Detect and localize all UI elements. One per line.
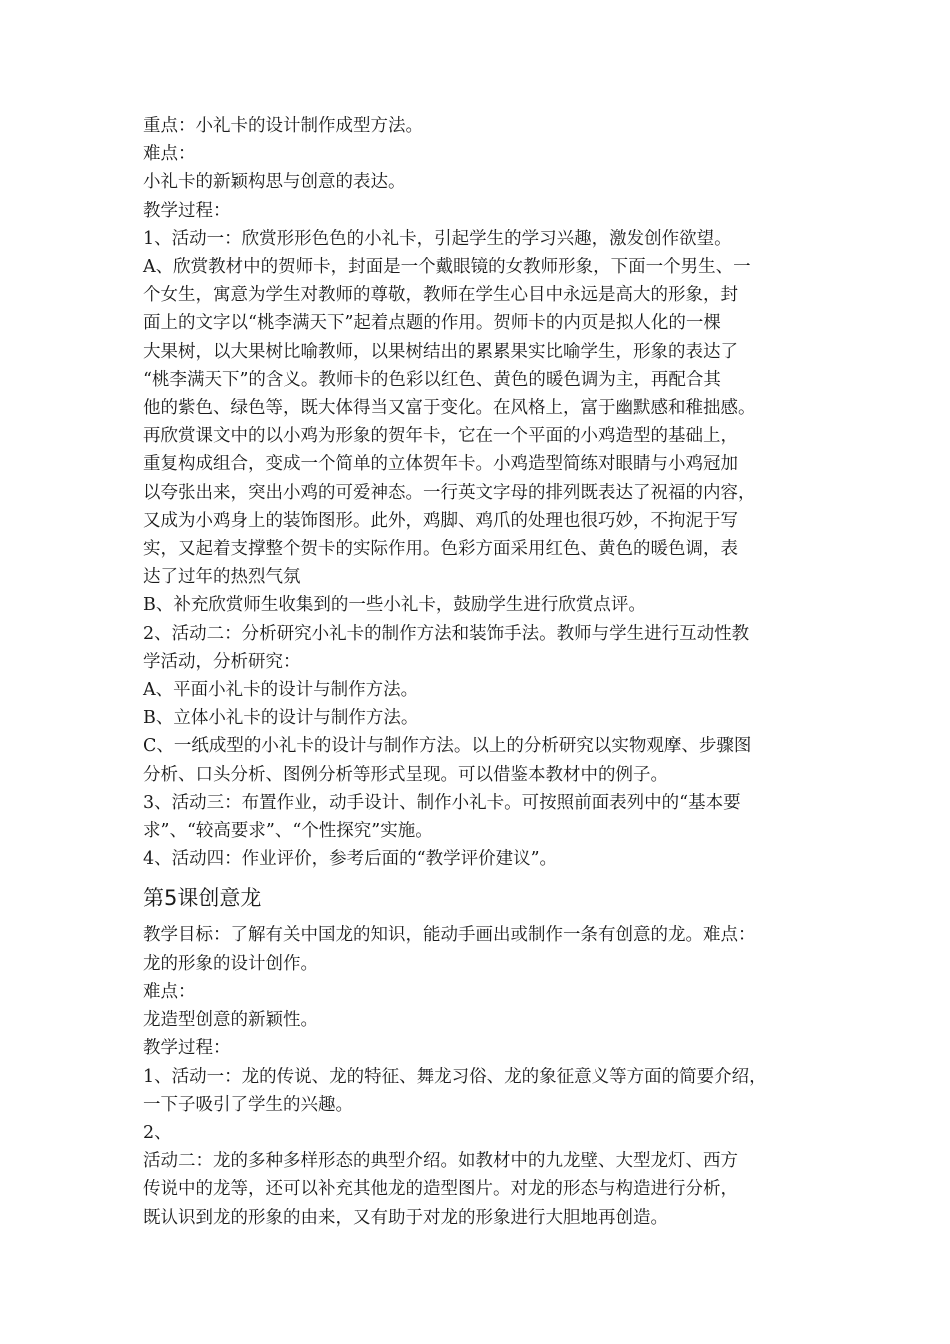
- text-line: 重复构成组合，变成一个简单的立体贺年卡。小鸡造型简练对眼睛与小鸡冠加: [143, 454, 738, 475]
- text-line: 又成为小鸡身上的装饰图形。此外，鸡脚、鸡爪的处理也很巧妙，不拘泥于写: [143, 510, 738, 531]
- text-line: 重点：小礼卡的设计制作成型方法。: [143, 116, 423, 136]
- text-line: 3、活动三：布置作业，动手设计、制作小礼卡。可按照前面表列中的“基本要: [143, 792, 741, 813]
- text-line: “桃李满天下”的含义。教师卡的色彩以红色、黄色的暖色调为主，再配合其: [143, 369, 721, 390]
- text-line: 教学过程：: [143, 200, 231, 221]
- text-line: 以夸张出来，突出小鸡的可爱神态。一行英文字母的排列既表达了祝福的内容，: [143, 482, 756, 503]
- text-line: A、平面小礼卡的设计与制作方法。: [143, 680, 419, 701]
- text-line: 2、活动二：分析研究小礼卡的制作方法和装饰手法。教师与学生进行互动性教: [143, 623, 750, 644]
- lesson-4-section: [143, 112, 818, 873]
- text-line: 难点：: [143, 144, 196, 165]
- text-line: C、一纸成型的小礼卡的设计与制作方法。以上的分析研究以实物观摩、步骤图: [143, 736, 752, 757]
- text-line: 他的紫色、绿色等，既大体得当又富于变化。在风格上，富于幽默感和稚拙感。: [143, 398, 756, 419]
- text-line: 达了过年的热烈气氛: [143, 567, 301, 588]
- text-line: 分析、口头分析、图例分析等形式呈现。可以借鉴本教材中的例子。: [143, 764, 668, 785]
- text-line: 小礼卡的新颖构思与创意的表达。: [143, 172, 406, 193]
- text-line: 再欣赏课文中的以小鸡为形象的贺年卡，它在一个平面的小鸡造型的基础上，: [143, 426, 738, 447]
- document-body: [143, 112, 818, 1232]
- text-line: 难点：: [143, 981, 196, 1002]
- text-line: 龙的形象的设计创作。: [143, 953, 318, 974]
- text-line: 个女生，寓意为学生对教师的尊敬，教师在学生心目中永远是高大的形象，封: [143, 285, 738, 306]
- text-line: 4、活动四：作业评价，参考后面的“教学评价建议”。: [143, 849, 558, 870]
- text-line: 实，又起着支撑整个贺卡的实际作用。色彩方面采用红色、黄色的暖色调，表: [143, 539, 738, 560]
- text-line: 传说中的龙等，还可以补充其他龙的造型图片。对龙的形态与构造进行分析，: [143, 1179, 738, 1200]
- text-line: B、补充欣赏师生收集到的一些小礼卡，鼓励学生进行欣赏点评。: [143, 595, 646, 616]
- text-line: 面上的文字以“桃李满天下”起着点题的作用。贺师卡的内页是拟人化的一棵: [143, 313, 721, 334]
- text-line: 求”、“较高要求”、“个性探究”实施。: [143, 821, 433, 842]
- text-line: A、欣赏教材中的贺师卡，封面是一个戴眼镜的女教师形象，下面一个男生、一: [143, 257, 751, 278]
- text-line: B、立体小礼卡的设计与制作方法。: [143, 708, 419, 729]
- lesson-5-heading: 第5课创意龙: [143, 886, 262, 911]
- text-line: 2、: [143, 1122, 172, 1143]
- text-line: 龙造型创意的新颖性。: [143, 1010, 318, 1031]
- text-line: 教学目标：了解有关中国龙的知识，能动手画出或制作一条有创意的龙。难点：: [143, 925, 756, 946]
- text-line: 学活动，分析研究：: [143, 651, 301, 672]
- text-line: 1、活动一：欣赏形形色色的小礼卡，引起学生的学习兴趣，激发创作欲望。: [143, 228, 732, 249]
- text-line: 一下子吸引了学生的兴趣。: [143, 1094, 353, 1115]
- text-line: 教学过程：: [143, 1038, 231, 1059]
- text-line: 既认识到龙的形象的由来，又有助于对龙的形象进行大胆地再创造。: [143, 1207, 668, 1228]
- text-line: 活动二：龙的多种多样形态的典型介绍。如教材中的九龙壁、大型龙灯、西方: [143, 1151, 738, 1172]
- lesson-5-section: [143, 921, 818, 1231]
- text-line: 1、活动一：龙的传说、龙的特征、舞龙习俗、龙的象征意义等方面的简要介绍，: [143, 1066, 767, 1087]
- text-line: 大果树，以大果树比喻教师，以果树结出的累累果实比喻学生，形象的表达了: [143, 341, 738, 362]
